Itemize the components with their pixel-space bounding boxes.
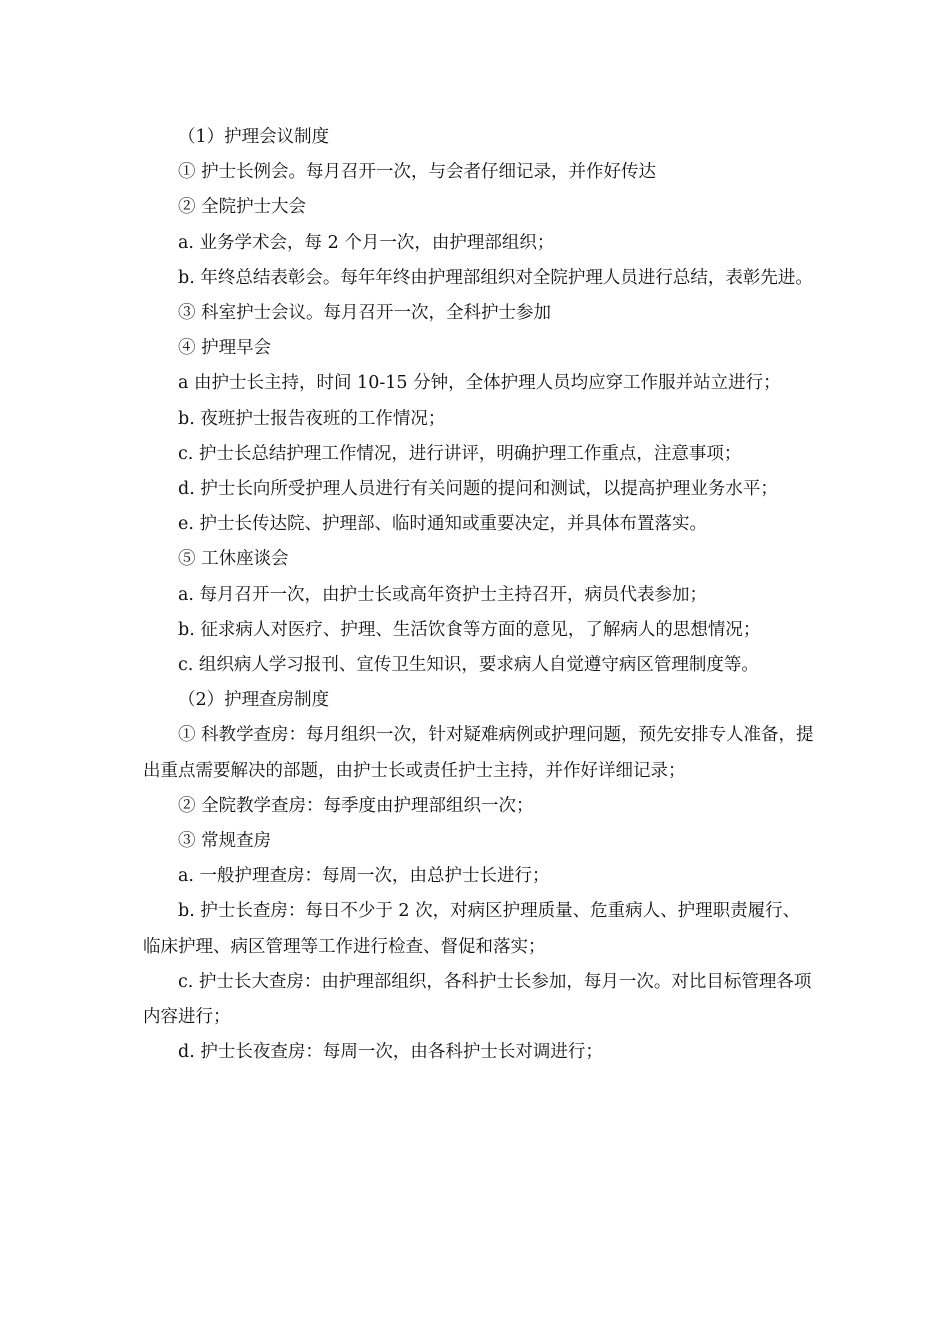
paragraph: ③ 常规查房 <box>178 831 272 852</box>
paragraph: a. 每月召开一次，由护士长或高年资护士主持召开，病员代表参加； <box>178 584 708 605</box>
document-body <box>143 120 815 1070</box>
paragraph: c. 护士长大查房：由护理部组织，各科护士长参加，每月一次。对比目标管理各项内容进行； <box>143 971 812 1028</box>
paragraph: b. 夜班护士报告夜班的工作情况； <box>178 408 446 429</box>
paragraph: ⑤ 工休座谈会 <box>178 549 289 570</box>
paragraph: c. 护士长总结护理工作情况，进行讲评，明确护理工作重点，注意事项； <box>178 443 742 464</box>
paragraph: b. 护士长查房：每日不少于 2 次，对病区护理质量、危重病人、护理职责履行、临床护理、病区管理等工作进行检查、督促和落实； <box>143 901 801 957</box>
paragraph: a 由护士长主持，时间 10-15 分钟，全体护理人员均应穿工作服并站立进行； <box>178 373 781 394</box>
paragraph: a. 业务学术会，每 2 个月一次，由护理部组织； <box>178 232 555 253</box>
paragraph: a. 一般护理查房：每周一次，由总护士长进行； <box>178 866 550 887</box>
paragraph: ② 全院护士大会 <box>178 197 307 218</box>
paragraph: ① 护士长例会。每月召开一次，与会者仔细记录，并作好传达 <box>178 162 657 183</box>
paragraph: ④ 护理早会 <box>178 338 272 359</box>
paragraph: b. 征求病人对医疗、护理、生活饮食等方面的意见，了解病人的思想情况； <box>178 619 761 640</box>
section-heading-ward-rounds: （2）护理查房制度 <box>178 690 330 711</box>
paragraph: d. 护士长向所受护理人员进行有关问题的提问和测试，以提高护理业务水平； <box>178 479 778 500</box>
paragraph: e. 护士长传达院、护理部、临时通知或重要决定，并具体布置落实。 <box>178 514 707 535</box>
paragraph: d. 护士长夜查房：每周一次，由各科护士长对调进行； <box>178 1042 603 1063</box>
paragraph: ③ 科室护士会议。每月召开一次，全科护士参加 <box>178 303 552 324</box>
paragraph: ② 全院教学查房：每季度由护理部组织一次； <box>178 795 534 816</box>
section-heading-nursing-meetings: （1）护理会议制度 <box>178 127 330 147</box>
paragraph: ① 科教学查房：每月组织一次，针对疑难病例或护理问题，预先安排专人准备，提出重点需要解决的部题，由护士长或责任护士主持，并作好详细记录； <box>143 725 814 781</box>
paragraph: c. 组织病人学习报刊、宣传卫生知识，要求病人自觉遵守病区管理制度等。 <box>178 655 759 676</box>
paragraph: b. 年终总结表彰会。每年年终由护理部组织对全院护理人员进行总结，表彰先进。 <box>178 267 813 288</box>
